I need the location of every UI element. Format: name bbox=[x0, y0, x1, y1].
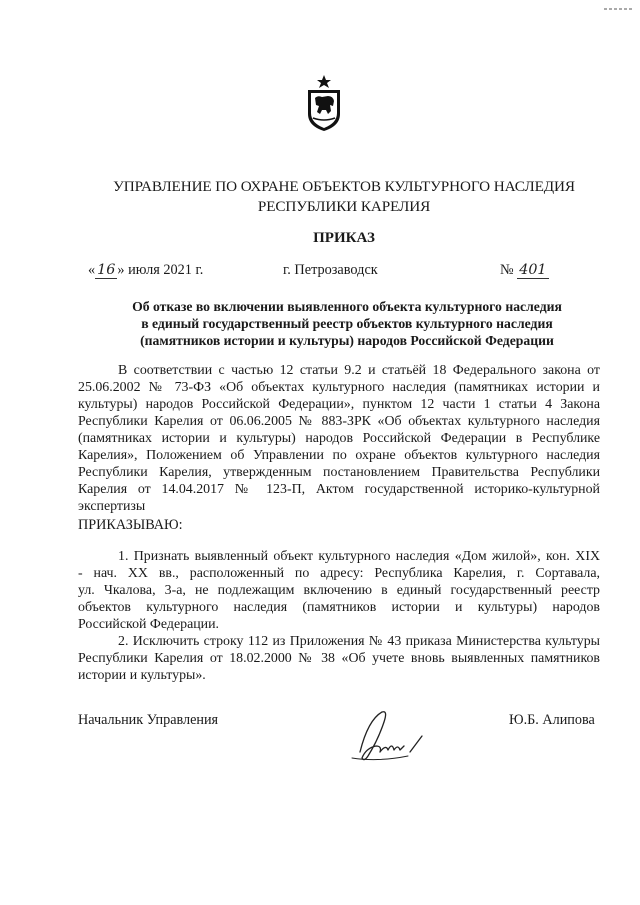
item2-line: 2. Исключить строку 112 из Приложения № 43 приказа Министерства культуры bbox=[118, 634, 600, 649]
order-date bbox=[88, 262, 203, 279]
scan-corner-mark bbox=[604, 6, 634, 12]
item1-line: - нач. XX вв., расположенный по адресу: Республика Карелия, г. Сортавала, bbox=[78, 566, 600, 581]
signatory-name: Ю.Б. Алипова bbox=[509, 712, 595, 728]
body-text-line: (памятниках истории и культуры) народов Российской Федерации в Республике bbox=[78, 431, 600, 446]
body-text-line: 25.06.2002 № 73-ФЗ «Об объектах культурного наследия (памятниках истории и bbox=[78, 380, 600, 395]
item1-line: 1. Признать выявленный объект культурного наследия «Дом жилой», кон. XIX bbox=[118, 549, 600, 564]
subject-line: в единый государственный реестр объектов культурного наследия bbox=[141, 316, 553, 331]
body-text-line: Карелия от 14.04.2017 № 123-П, Актом государственной историко-культурной bbox=[78, 482, 600, 497]
item1-line: ул. Чкалова, 3-а, не подлежащим включению в единый государственный реестр bbox=[78, 583, 600, 598]
subject-line: Об отказе во включении выявленного объекта культурного наследия bbox=[132, 299, 562, 314]
body-text-line: Карелия», Положением об Управлении по охране объектов культурного наследия bbox=[78, 448, 600, 463]
agency-name-line1: УПРАВЛЕНИЕ ПО ОХРАНЕ ОБЪЕКТОВ КУЛЬТУРНОГО НАСЛЕДИЯ bbox=[113, 178, 575, 195]
signatory-title: Начальник Управления bbox=[78, 712, 219, 728]
agency-name-line2: РЕСПУБЛИКИ КАРЕЛИЯ bbox=[257, 198, 431, 215]
item2-line: Республики Карелия от 18.02.2000 № 38 «Об учете вновь выявленных памятников bbox=[78, 651, 600, 666]
item2-line: истории и культуры». bbox=[78, 668, 206, 683]
date-close-quote: » bbox=[117, 262, 125, 278]
item1-line: объектов культурного наследия (памятников истории и культуры) народов bbox=[78, 600, 600, 615]
karelia-coat-of-arms-icon bbox=[304, 74, 344, 132]
subject-line: (памятников истории и культуры) народов Российской Федерации bbox=[140, 333, 554, 348]
body-text-line: экспертизы bbox=[78, 499, 146, 514]
order-number bbox=[500, 262, 549, 279]
number-value: 401 bbox=[519, 262, 547, 278]
handwritten-signature-icon bbox=[338, 700, 448, 770]
date-open-quote: « bbox=[88, 262, 96, 278]
body-text-line: культуры) народов Российской Федерации», пунктом 12 части 1 статьи 4 Закона bbox=[78, 397, 600, 412]
date-month-year: июля 2021 г. bbox=[128, 262, 204, 278]
body-text-line: Республики Карелия от 06.06.2005 № 883-ЗРК «Об объектах культурного наследия bbox=[78, 414, 600, 429]
date-day: 16 bbox=[97, 262, 116, 278]
number-label: № bbox=[500, 262, 514, 278]
document-type-title: ПРИКАЗ bbox=[313, 230, 375, 246]
item1-line: Российской Федерации. bbox=[78, 617, 220, 632]
decree-heading: ПРИКАЗЫВАЮ: bbox=[78, 517, 183, 533]
body-text-line: Республики Карелия, утвержденным постановлением Правительства Республики bbox=[78, 465, 600, 480]
body-text-line: В соответствии с частью 12 статьи 9.2 и статьёй 18 Федерального закона от bbox=[118, 363, 600, 378]
order-city: г. Петрозаводск bbox=[283, 262, 378, 278]
